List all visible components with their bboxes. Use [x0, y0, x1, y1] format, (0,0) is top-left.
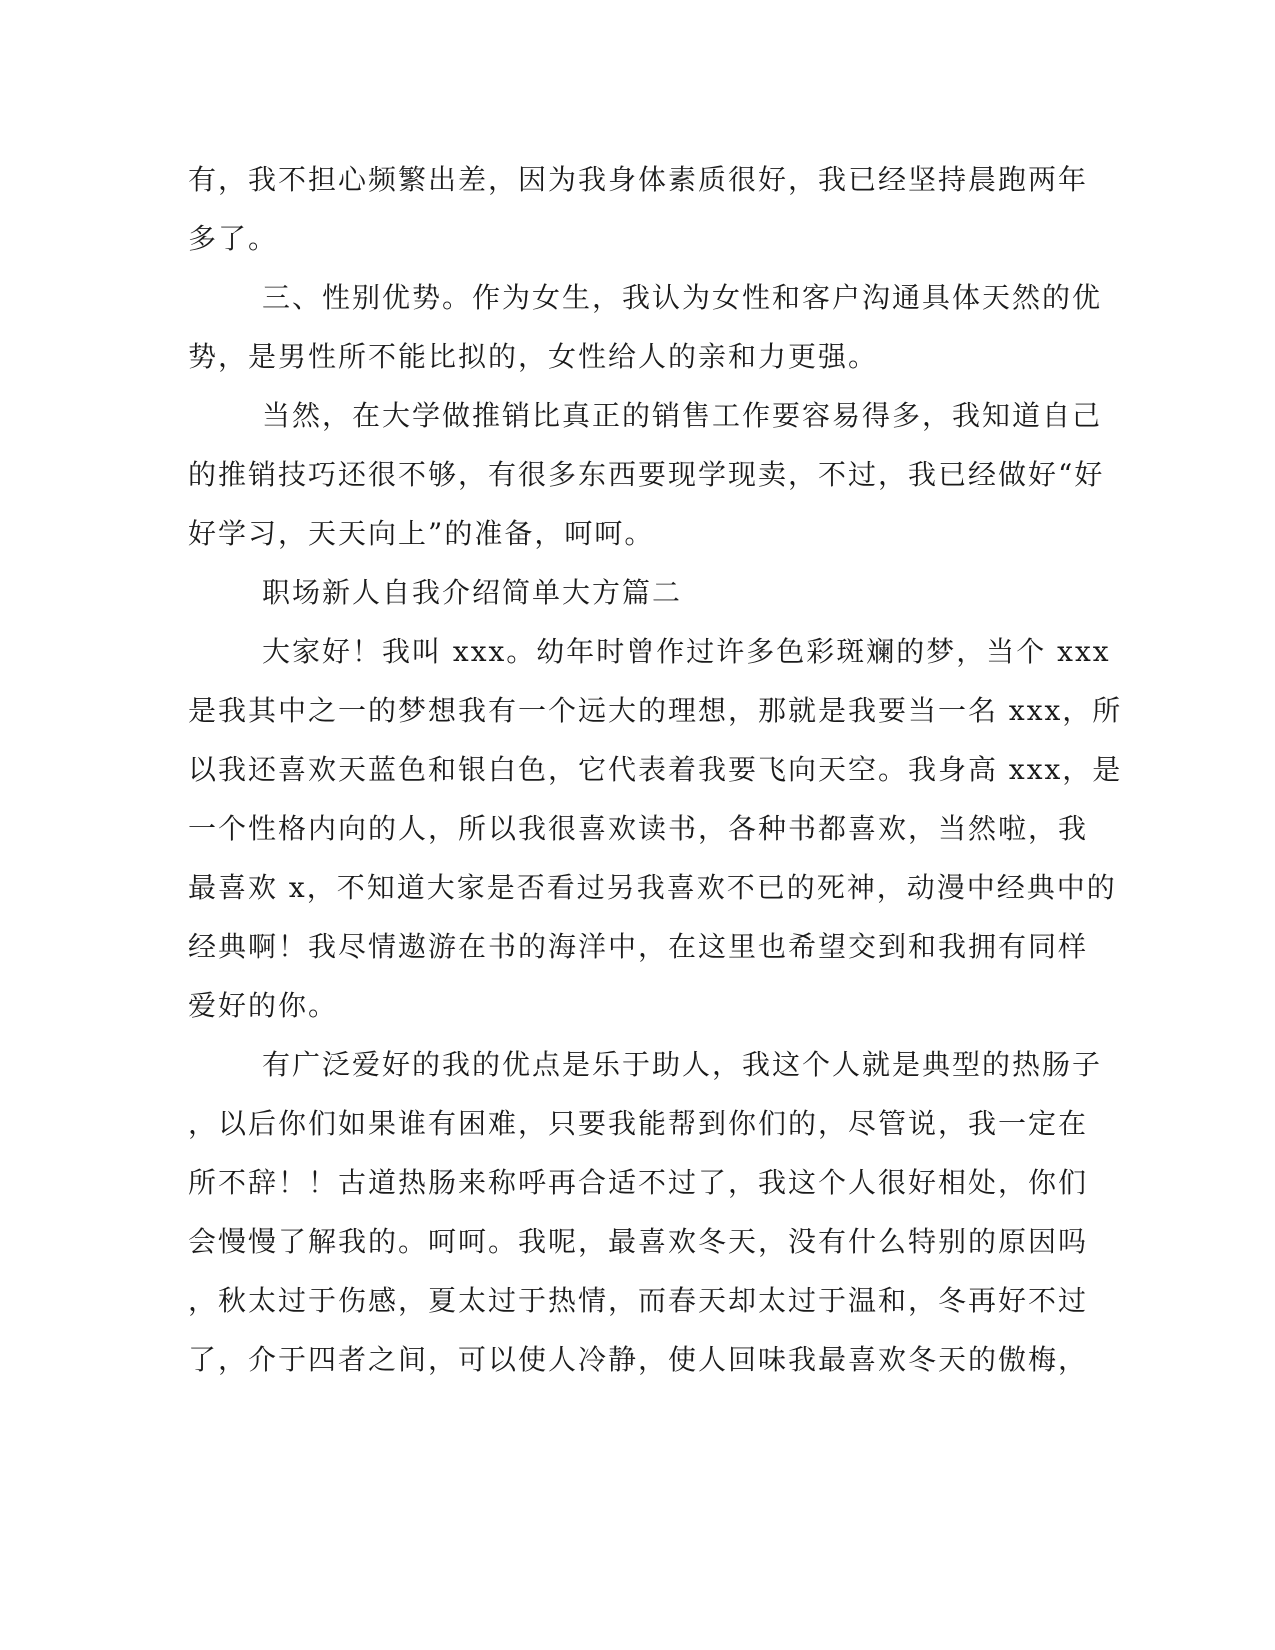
text-line: 以我还喜欢天蓝色和银白色，它代表着我要飞向天空。我身高 xxx，是	[188, 753, 1123, 786]
section-heading: 职场新人自我介绍简单大方篇二	[262, 576, 683, 609]
text-line: 当然，在大学做推销比真正的销售工作要容易得多，我知道自己	[262, 399, 1103, 432]
text-line: 是我其中之一的梦想我有一个远大的理想，那就是我要当一名 xxx，所	[188, 694, 1123, 727]
text-line: 经典啊！我尽情遨游在书的海洋中，在这里也希望交到和我拥有同样	[188, 930, 1089, 963]
text-line: 大家好！我叫 xxx。幼年时曾作过许多色彩斑斓的梦，当个 xxx	[262, 635, 1111, 668]
text-line: 了，介于四者之间，可以使人冷静，使人回味我最喜欢冬天的傲梅，	[188, 1343, 1089, 1376]
text-line: 一个性格内向的人，所以我很喜欢读书，各种书都喜欢，当然啦，我	[188, 812, 1089, 845]
text-line: 的推销技巧还很不够，有很多东西要现学现卖，不过，我已经做好“好	[188, 458, 1105, 491]
text-line: 有，我不担心频繁出差，因为我身体素质很好，我已经坚持晨跑两年	[188, 163, 1089, 196]
text-line: 多了。	[188, 222, 279, 255]
text-line: ，以后你们如果谁有困难，只要我能帮到你们的，尽管说，我一定在	[188, 1107, 1089, 1140]
text-line: 所不辞！！古道热肠来称呼再合适不过了，我这个人很好相处，你们	[188, 1166, 1089, 1199]
text-line: 有广泛爱好的我的优点是乐于助人，我这个人就是典型的热肠子	[262, 1048, 1103, 1081]
text-line: 最喜欢 x，不知道大家是否看过另我喜欢不已的死神，动漫中经典中的	[188, 871, 1117, 904]
text-line: 爱好的你。	[188, 989, 339, 1022]
text-line: 好学习，天天向上”的准备，呵呵。	[188, 517, 655, 550]
text-line: 会慢慢了解我的。呵呵。我呢，最喜欢冬天，没有什么特别的原因吗	[188, 1225, 1089, 1258]
text-line: 三、性别优势。作为女生，我认为女性和客户沟通具体天然的优	[262, 281, 1103, 314]
text-line: 势，是男性所不能比拟的，女性给人的亲和力更强。	[188, 340, 879, 373]
text-line: ，秋太过于伤感，夏太过于热情，而春天却太过于温和，冬再好不过	[188, 1284, 1089, 1317]
